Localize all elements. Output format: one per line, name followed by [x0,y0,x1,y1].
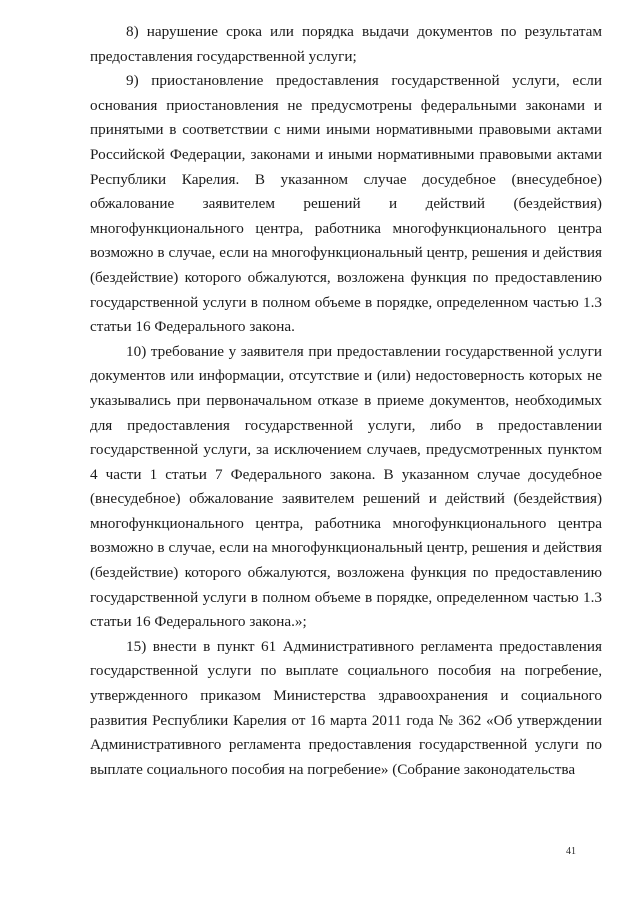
paragraph-item-15: 15) внести в пункт 61 Административного регламента предоставления государственной услуги по выплате социального пособия на погребение, утвержденного приказом Министерства здравоохранения и социального развития Республики Карелия от 16 марта 2011 года № 362 «Об утверждении Административного регламента предоставления государственной услуги по выплате социального пособия на погребение» (Собрание законодательства [90,637,602,778]
body-text [90,20,602,782]
paragraph-item-10: 10) требование у заявителя при предоставлении государственной услуги документов или информации, отсутствие и (или) недостоверность которых не указывались при первоначальном отказе в приеме документов, необходимых для предоставления государственной услуги, либо в предоставлении государственной услуги, за исключением случаев, предусмотренных пунктом 4 части 1 статьи 7 Федерального закона. В указанном случае досудебное (внесудебное) обжалование заявителем решений и действий (бездействия) многофункционального центра, работника многофункционального центра возможно в случае, если на многофункциональный центр, решения и действия (бездействие) которого обжалуются, возложена функция по предоставлению государственной услуги в полном объеме в порядке, определенном частью 1.3 статьи 16 Федерального закона.»; [90,342,602,631]
page-number: 41 [566,846,576,857]
paragraph-item-8: 8) нарушение срока или порядка выдачи документов по результатам предоставления государственной услуги; [90,23,602,65]
paragraph-item-9: 9) приостановление предоставления государственной услуги, если основания приостановления не предусмотрены федеральными законами и принятыми в соответствии с ними иными нормативными правовыми актами Российской Федерации, законами и иными нормативными правовыми актами Республики Карелия. В указанном случае досудебное (внесудебное) обжалование заявителем решений и действий (бездействия) многофункционального центра, работника многофункционального центра возможно в случае, если на многофункциональный центр, решения и действия (бездействие) которого обжалуются, возложена функция по предоставлению государственной услуги в полном объеме в порядке, определенном частью 1.3 статьи 16 Федерального закона. [90,72,602,336]
